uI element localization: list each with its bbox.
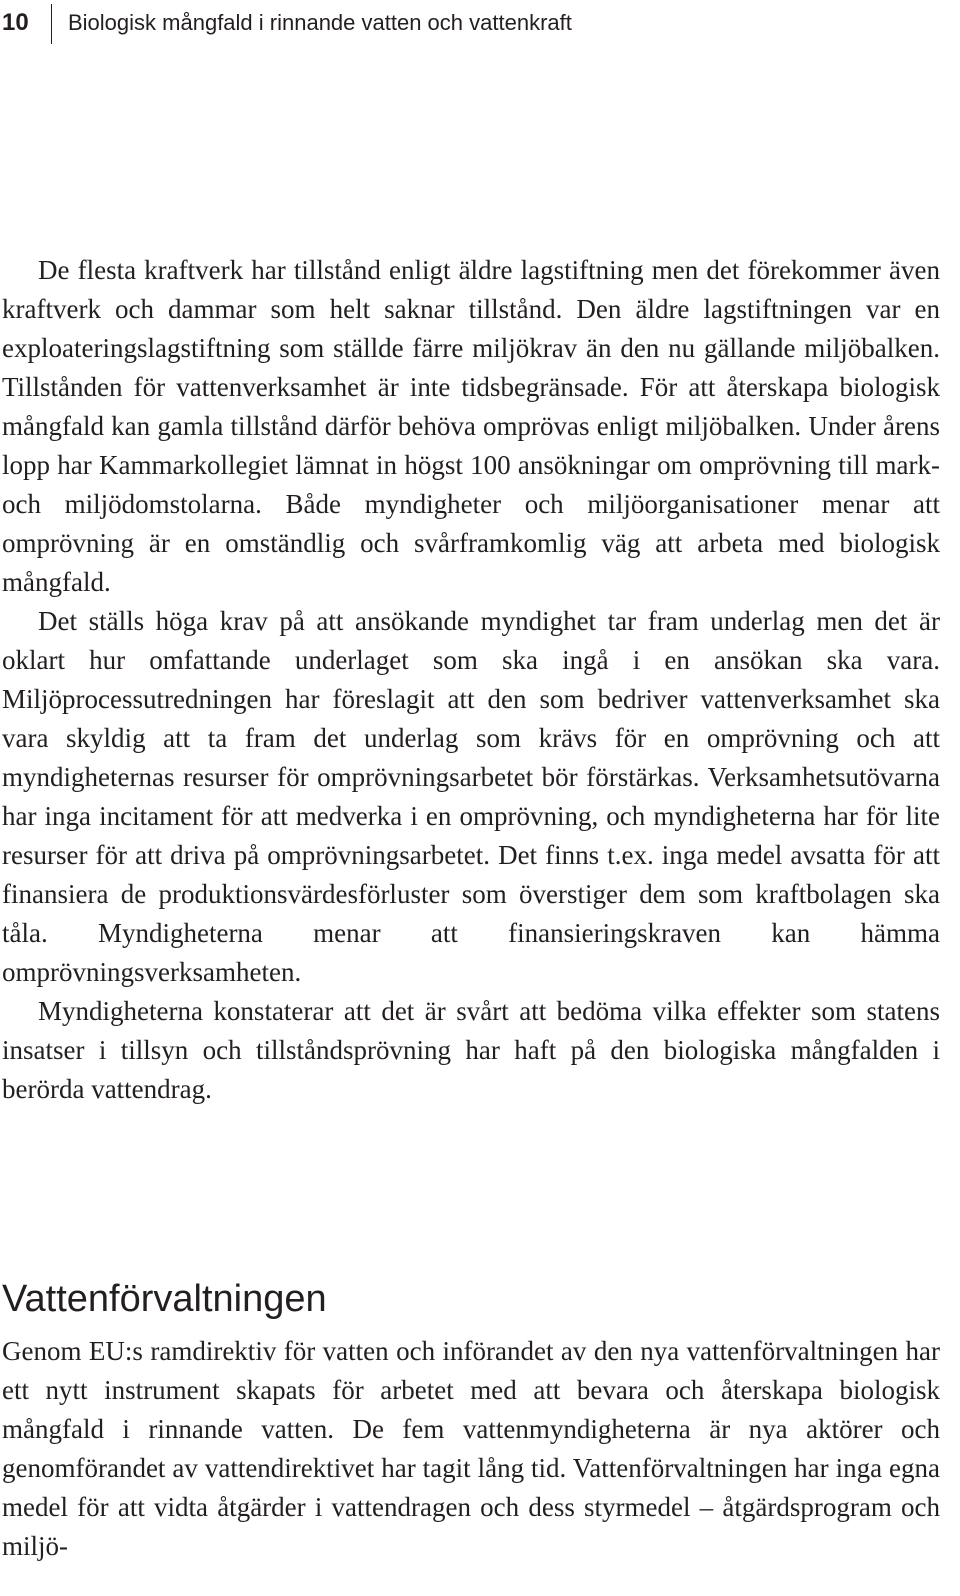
section-body-text (2, 1332, 940, 1566)
paragraph-water-management: Genom EU:s ramdirektiv för vatten och införandet av den nya vattenförvaltningen har ett nytt instrument skapats för arbetet med att bevara och återskapa biologisk mångfald i rinnande vatten. De fem vattenmyndigheterna är nya aktörer och genomförandet av vattendirektivet har tagit lång tid. Vattenförvaltningen har inga egna medel för att vidta åtgärder i vattendragen och dess styrmedel – åtgärdsprogram och miljö- (2, 1336, 940, 1561)
paragraph-review-requirements: Det ställs höga krav på att ansökande myndighet tar fram underlag men det är oklart hur omfattande underlaget som ska ingå i en ansökan ska vara. Miljöprocessutredningen har föreslagit att den som bedriver vattenverksamhet ska vara skyldig att ta fram det underlag som krävs för en omprövning och att myndigheternas resurser för omprövningsarbetet bör förstärkas. Verksamhetsutövarna har inga incitament för att medverka i en omprövning, och myndigheterna har för lite resurser för att driva på omprövningsarbetet. Det finns t.ex. inga medel avsatta för att finansiera de produktionsvärdesförluster som överstiger dem som kraftbolagen ska tåla. Myndigheterna menar att finansieringskraven kan hämma omprövningsverksamheten. (2, 606, 940, 987)
paragraph-effects: Myndigheterna konstaterar att det är svårt att bedöma vilka effekter som statens insatser i tillsyn och tillståndsprövning har haft på den biologiska mångfalden i berörda vattendrag. (2, 996, 940, 1104)
page-number: 10 (2, 9, 29, 36)
main-body-text (2, 251, 940, 1109)
running-title: Biologisk mångfald i rinnande vatten och vattenkraft (68, 10, 572, 35)
paragraph-permits: De flesta kraftverk har tillstånd enligt äldre lagstiftning men det förekommer även kraftverk och dammar som helt saknar tillstånd. Den äldre lagstiftningen var en exploateringslagstiftning som ställde färre miljökrav än den nu gällande miljöbalken. Tillstånden för vattenverksamhet är inte tidsbegränsade. För att återskapa biologisk mångfald kan gamla tillstånd därför behöva omprövas enligt miljöbalken. Under årens lopp har Kammarkollegiet lämnat in högst 100 ansökningar om omprövning till mark- och miljödomstolarna. Både myndigheter och miljöorganisationer menar att omprövning är en omständlig och svårframkomlig väg att arbeta med biologisk mångfald. (2, 255, 940, 597)
section-heading: Vattenförvaltningen (2, 1278, 327, 1320)
running-header (0, 0, 960, 44)
header-divider (51, 4, 52, 44)
